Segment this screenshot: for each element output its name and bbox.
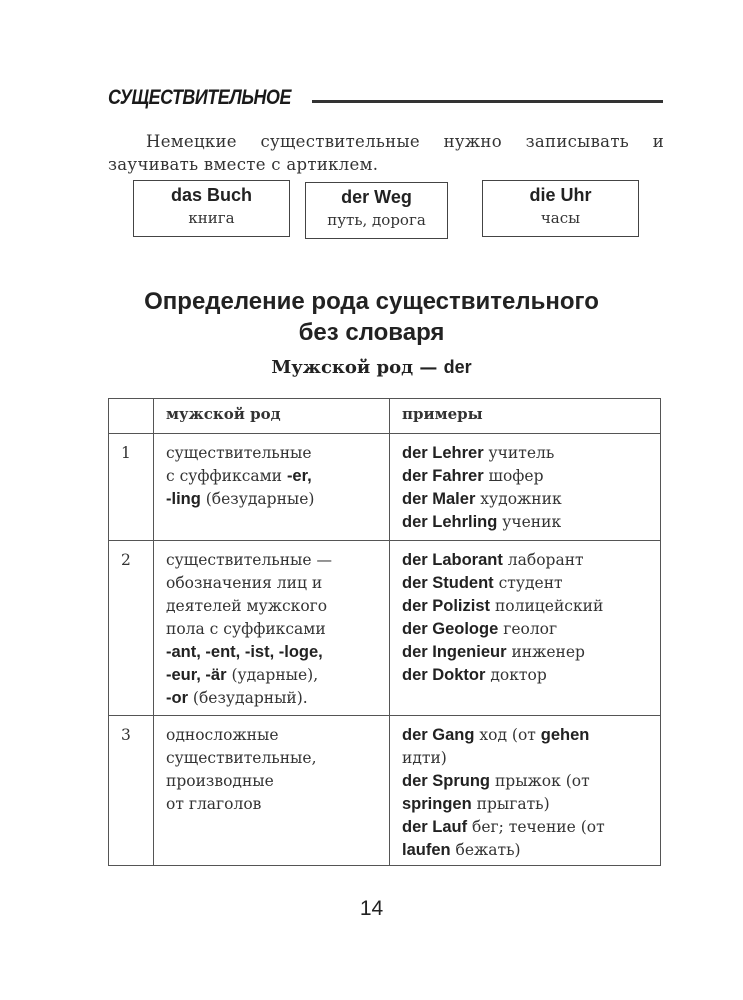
text-segment: (безударный). [188,689,308,707]
heading-line: Определение рода существительного [144,288,599,315]
cell-line [166,793,389,816]
text-segment: прыгать) [471,795,550,813]
example-box [305,182,448,239]
example-russian: путь, дорога [327,211,426,229]
cell-line [402,664,660,687]
text-segment: обозначения лиц и [166,574,323,592]
text-segment: с суффиксами [166,467,287,485]
table-row [109,434,661,541]
german-term: der Ingenieur [402,643,507,661]
header-examples: примеры [390,399,661,434]
rule-cell [154,541,390,716]
german-term: der Student [402,574,494,592]
text-segment: от глаголов [166,795,262,813]
table-header-row [109,399,661,434]
text-segment: художник [475,490,562,508]
text-segment: бежать) [450,841,521,859]
cell-line [166,488,389,511]
german-term: -er, [286,467,312,485]
german-term: gehen [540,726,590,744]
example-german: die Uhr [529,185,592,205]
example-box [133,180,290,237]
text-segment: существительные, [166,749,317,767]
example-russian: книга [188,209,235,227]
cell-line [402,572,660,595]
text-segment: инженер [506,643,585,661]
examples-cell [390,716,661,866]
row-number: 1 [109,434,154,541]
heading-line: без словаря [298,319,445,346]
text-segment: пола с суффиксами [166,620,326,638]
text-segment: учитель [483,444,555,462]
cell-line [166,442,389,465]
example-german: der Weg [341,187,412,207]
example-german: das Buch [170,185,253,205]
text-segment: односложные [166,726,279,744]
german-term: der Geologe [402,620,499,638]
cell-line [166,641,389,664]
text-segment: доктор [485,666,547,684]
text-segment: шофер [483,467,544,485]
german-term: der Lauf [402,818,468,836]
german-term: der Polizist [402,597,491,615]
cell-line [402,595,660,618]
text-segment: студент [493,574,563,592]
cell-line [166,465,389,488]
cell-line [166,724,389,747]
cell-line [402,549,660,572]
cell-line [166,770,389,793]
cell-line [402,816,660,839]
cell-line [402,488,660,511]
text-segment: деятелей мужского [166,597,328,615]
text-segment: (безударные) [200,490,315,508]
cell-line [166,595,389,618]
header-num [109,399,154,434]
text-segment: ход (от [474,726,541,744]
german-term: -ant, -ent, -ist, -loge, [166,643,323,661]
gender-table [108,398,661,866]
cell-line [402,618,660,641]
cell-line [166,687,389,710]
subheading-text: Мужской род — [271,357,444,378]
german-term: der Lehrling [402,513,498,531]
cell-line [166,618,389,641]
cell-line [402,839,660,862]
section-title: СУЩЕСТВИТЕЛЬНОЕ [108,86,291,109]
text-segment: бег; течение (от [467,818,605,836]
text-segment: лаборант [502,551,584,569]
cell-line [402,793,660,816]
row-number: 2 [109,541,154,716]
cell-line [402,724,660,747]
cell-line [402,747,660,770]
german-term: -eur, -är [166,666,227,684]
page-number: 14 [359,897,384,920]
cell-line [402,442,660,465]
table-row [109,716,661,866]
cell-line [402,770,660,793]
text-segment: существительные [166,444,312,462]
german-term: der Laborant [402,551,503,569]
cell-line [166,549,389,572]
text-segment: идти) [402,749,447,767]
text-segment: (ударные), [226,666,319,684]
german-term: der Doktor [402,666,486,684]
subheading-article: der [443,357,472,377]
german-term: der Gang [402,726,475,744]
row-number: 3 [109,716,154,866]
german-term: der Sprung [402,772,491,790]
text-segment: существительные — [166,551,332,569]
header-rule: мужской род [154,399,390,434]
german-term: laufen [402,841,451,859]
text-segment: полицейский [490,597,604,615]
rule-cell [154,716,390,866]
text-segment: ученик [497,513,562,531]
section-rule [312,100,663,103]
german-term: -or [166,689,188,707]
text-segment: прыжок (от [490,772,590,790]
examples-cell [390,541,661,716]
subheading [0,357,743,378]
example-box [482,180,639,237]
text-segment: производные [166,772,274,790]
cell-line [402,511,660,534]
cell-line [402,641,660,664]
cell-line [402,465,660,488]
german-term: der Lehrer [402,444,484,462]
intro-paragraph: Немецкие существительные нужно записывать и заучивать вместе с артиклем. [108,132,664,174]
cell-line [166,664,389,687]
rule-cell [154,434,390,541]
cell-line [166,747,389,770]
german-term: -ling [166,490,201,508]
table-row [109,541,661,716]
german-term: springen [402,795,472,813]
german-term: der Fahrer [402,467,484,485]
example-russian: часы [540,209,581,227]
german-term: der Maler [402,490,476,508]
cell-line [166,572,389,595]
main-heading [0,286,743,348]
examples-cell [390,434,661,541]
text-segment: геолог [498,620,558,638]
